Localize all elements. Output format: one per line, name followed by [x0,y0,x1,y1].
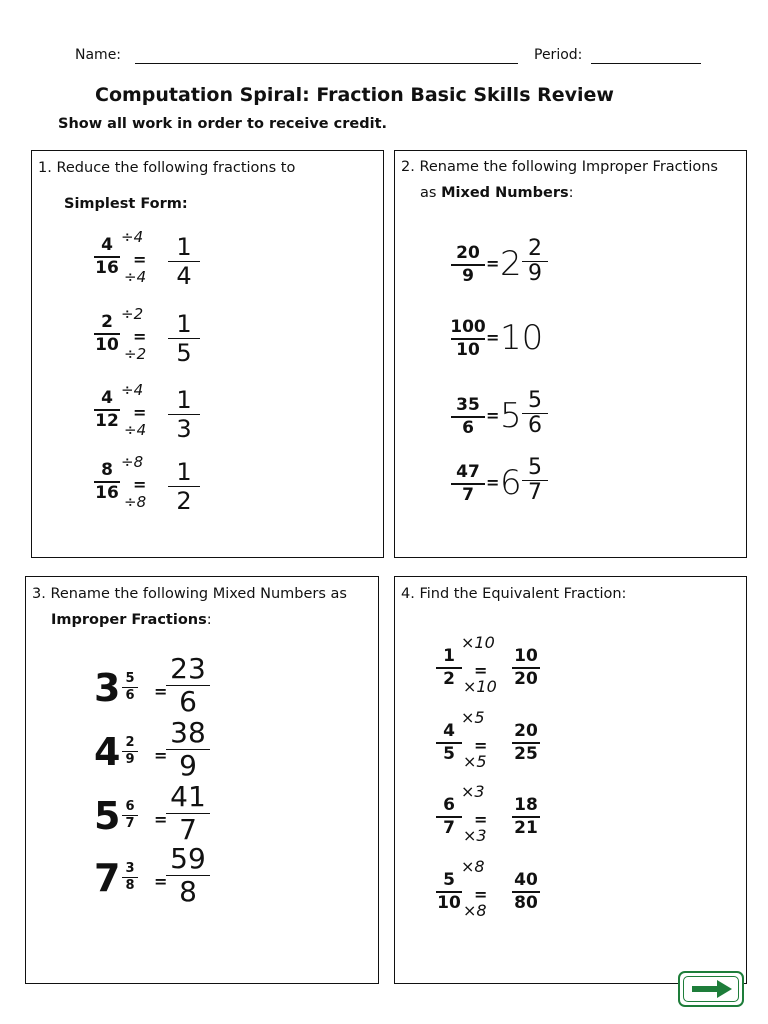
q1-answer [168,387,200,442]
q3-answer-numerator: 23 [170,652,206,685]
q2-fraction-numerator: 47 [456,462,480,482]
q3-fraction-denominator: 9 [125,752,135,767]
q4-multiply-bottom: ×3 [463,826,487,845]
q1-answer [168,459,200,514]
next-page-button[interactable] [678,971,744,1007]
q1-answer-denominator: 4 [176,262,192,290]
question-2-box [394,150,747,558]
q1-fraction-numerator: 4 [101,388,113,408]
q4-fraction [434,647,464,689]
q2-answer-fraction-numerator: 2 [528,236,542,261]
q1-fraction [92,236,122,278]
q2-instruction [401,155,718,179]
q2-instruction-line2 [420,181,574,205]
q2-answer-fraction-numerator: 5 [528,455,542,480]
q1-instruction [38,156,295,180]
q3-whole-number: 4 [94,730,121,774]
q1-divide-top: ÷4 [121,228,144,246]
q2-answer-fraction-denominator: 7 [528,480,542,505]
q2-equals: = [486,328,500,347]
q1-answer-numerator: 1 [176,458,192,486]
q2-fraction-denominator: 6 [462,418,474,438]
q2-answer-fraction [522,457,548,504]
q2-fraction-numerator: 20 [456,243,480,263]
q4-fraction [434,871,464,913]
q2-equals: = [486,254,500,273]
q2-answer-whole: 2 [500,244,522,284]
q4-answer-denominator: 25 [514,744,538,764]
q4-answer-denominator: 21 [514,818,538,838]
q2-fraction-denominator: 7 [462,485,474,505]
q1-answer-denominator: 3 [176,415,192,443]
period-label: Period: [534,47,583,63]
q3-fraction-numerator: 3 [125,861,135,876]
q4-answer [510,722,542,764]
q3-fraction-numerator: 5 [125,671,135,686]
q1-fraction [92,461,122,503]
q2-fraction [449,396,487,438]
q2-answer-whole: 5 [500,396,522,436]
q2-answer-whole: 6 [500,463,522,503]
q3-answer [166,654,210,717]
q1-number: 1. [38,160,52,176]
q4-equals: = [474,661,488,680]
q3-fraction [121,800,139,831]
q1-fraction-denominator: 10 [95,335,119,355]
q1-answer-numerator: 1 [176,233,192,261]
q1-fraction-numerator: 2 [101,312,113,332]
q4-number: 4. [401,586,415,602]
period-field[interactable] [591,63,701,64]
q3-whole-number: 5 [94,794,121,838]
q3-whole-number: 7 [94,856,121,900]
question-4-box [394,576,747,984]
q4-instruction [401,582,626,606]
q2-answer-fraction-numerator: 5 [528,388,542,413]
q1-fraction-denominator: 16 [95,483,119,503]
q2-fraction-numerator: 100 [450,317,486,337]
q2-fraction [449,244,487,286]
q1-answer [168,234,200,289]
q4-equals: = [474,885,488,904]
q1-fraction-denominator: 12 [95,411,119,431]
q3-equals: = [154,746,168,765]
q2-answer-fraction-denominator: 9 [528,261,542,286]
q3-text: Rename the following Mixed Numbers as [50,586,347,602]
q1-fraction-denominator: 16 [95,258,119,278]
q3-answer [166,844,210,907]
q3-answer-numerator: 59 [170,842,206,875]
q2-equals: = [486,473,500,492]
q1-fraction [92,389,122,431]
q4-fraction [434,796,464,838]
right-arrow-icon [678,971,744,1007]
q1-equals: = [133,475,147,494]
q4-answer [510,647,542,689]
q1-answer-denominator: 2 [176,487,192,515]
page-title: Computation Spiral: Fraction Basic Skills Review [95,84,614,106]
q3-fraction-denominator: 7 [125,816,135,831]
q4-multiply-bottom: ×5 [463,752,487,771]
q4-fraction-denominator: 10 [437,893,461,913]
q2-text: Rename the following Improper Fractions [419,159,718,175]
q3-fraction-numerator: 6 [125,799,135,814]
q2-fraction [449,318,487,360]
q2-answer-fraction [522,238,548,285]
q3-answer-denominator: 7 [179,813,197,846]
q1-answer [168,311,200,366]
name-field[interactable] [135,63,518,64]
q1-equals: = [133,403,147,422]
q1-divide-top: ÷2 [121,305,144,323]
q2-fraction [449,463,487,505]
q4-multiply-bottom: ×8 [463,901,487,920]
q1-answer-numerator: 1 [176,386,192,414]
q4-answer-numerator: 10 [514,646,538,666]
q2-number: 2. [401,159,415,175]
q2-fraction-denominator: 10 [456,340,480,360]
q4-answer-numerator: 20 [514,721,538,741]
q4-multiply-top: ×10 [461,633,495,652]
q3-fraction [121,672,139,703]
question-1-box [31,150,384,558]
q4-answer-denominator: 20 [514,669,538,689]
q4-multiply-bottom: ×10 [463,677,497,696]
q4-multiply-top: ×8 [461,857,485,876]
q1-divide-bottom: ÷2 [124,345,147,363]
q4-answer-numerator: 40 [514,870,538,890]
q2-answer-fraction-denominator: 6 [528,413,542,438]
q1-text: Reduce the following fractions to [56,160,296,176]
q1-equals: = [133,327,147,346]
q1-divide-top: ÷4 [121,381,144,399]
q3-fraction [121,862,139,893]
q2-equals: = [486,406,500,425]
q3-fraction-denominator: 8 [125,878,135,893]
q1-divide-bottom: ÷8 [124,493,147,511]
q1-fraction-numerator: 8 [101,460,113,480]
q4-fraction-numerator: 6 [443,795,455,815]
q2-answer-whole: 10 [500,318,544,358]
q2-bold-text: Mixed Numbers [441,185,569,201]
q3-equals: = [154,872,168,891]
q3-instruction-line2 [51,608,212,632]
q3-instruction [32,582,347,606]
q2-fraction-denominator: 9 [462,266,474,286]
q4-answer-denominator: 80 [514,893,538,913]
q1-equals: = [133,250,147,269]
q4-fraction-denominator: 2 [443,669,455,689]
q4-answer-numerator: 18 [514,795,538,815]
q4-answer [510,796,542,838]
q3-answer [166,718,210,781]
name-label: Name: [75,47,122,63]
q1-divide-bottom: ÷4 [124,268,147,286]
q1-answer-numerator: 1 [176,310,192,338]
q4-fraction-numerator: 4 [443,721,455,741]
q4-fraction-denominator: 5 [443,744,455,764]
q4-fraction-numerator: 5 [443,870,455,890]
q3-fraction-numerator: 2 [125,735,135,750]
q2-text-prefix: as [420,185,442,201]
q4-text: Find the Equivalent Fraction: [419,586,627,602]
q4-multiply-top: ×5 [461,708,485,727]
q3-answer [166,782,210,845]
q1-divide-bottom: ÷4 [124,421,147,439]
q3-answer-denominator: 8 [179,875,197,908]
q4-equals: = [474,736,488,755]
q1-fraction-numerator: 4 [101,235,113,255]
q3-answer-denominator: 9 [179,749,197,782]
q4-multiply-top: ×3 [461,782,485,801]
q3-answer-numerator: 41 [170,780,206,813]
q2-text-suffix: : [568,185,574,201]
q3-equals: = [154,682,168,701]
q3-fraction-denominator: 6 [125,688,135,703]
q2-fraction-numerator: 35 [456,395,480,415]
q1-answer-denominator: 5 [176,339,192,367]
q1-divide-top: ÷8 [121,453,144,471]
q1-bold-text: Simplest Form: [64,196,188,212]
q4-fraction [434,722,464,764]
q4-equals: = [474,810,488,829]
q4-fraction-denominator: 7 [443,818,455,838]
q4-fraction-numerator: 1 [443,646,455,666]
q4-answer [510,871,542,913]
q3-suffix: : [206,612,212,628]
q3-bold-text: Improper Fractions [51,612,207,628]
q3-answer-numerator: 38 [170,716,206,749]
q2-answer-fraction [522,390,548,437]
q3-fraction [121,736,139,767]
q3-whole-number: 3 [94,666,121,710]
q3-equals: = [154,810,168,829]
q3-number: 3. [32,586,46,602]
q3-answer-denominator: 6 [179,685,197,718]
page-subtitle: Show all work in order to receive credit. [58,116,388,132]
q1-fraction [92,313,122,355]
